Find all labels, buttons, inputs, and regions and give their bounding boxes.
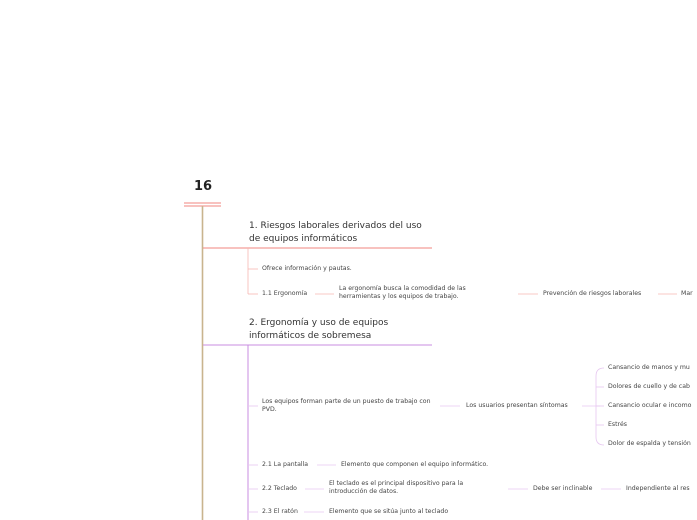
node-prevencion-riesgos[interactable]: Prevención de riesgos laborales (543, 290, 642, 297)
symptom-item[interactable]: Cansancio de manos y mu (608, 364, 690, 371)
node-teclado-description[interactable]: El teclado es el principal dispositivo para la introducción de datos. (329, 480, 464, 495)
node-ergonomia-description[interactable]: La ergonomía busca la comodidad de las herramientas y los equipos de trabajo. (339, 285, 466, 300)
branch-title-riesgos[interactable]: 1. Riesgos laborales derivados del uso de equipos informáticos (249, 221, 422, 244)
symptom-brace (596, 368, 604, 445)
node-raton-description[interactable]: Elemento que se sitúa junto al teclado (329, 508, 449, 515)
symptom-item[interactable]: Cansancio ocular e incomo (608, 402, 692, 409)
node-ergonomia[interactable]: 1.1 Ergonomía (262, 290, 308, 297)
node-independiente[interactable]: Independiente al res (626, 485, 690, 492)
symptom-item[interactable]: Dolor de espalda y tensión (608, 440, 691, 447)
node-teclado[interactable]: 2.2 Teclado (262, 485, 297, 492)
root-topic[interactable]: 16 (194, 179, 213, 194)
node-ofrece-informacion[interactable]: Ofrece información y pautas. (262, 265, 352, 272)
node-inclinable[interactable]: Debe ser inclinable (533, 485, 593, 492)
branch-title-ergonomia-sobremesa[interactable]: 2. Ergonomía y uso de equipos informáticos de sobremesa (249, 318, 389, 341)
node-pantalla-description[interactable]: Elemento que componen el equipo informático. (341, 461, 489, 468)
node-pantalla[interactable]: 2.1 La pantalla (262, 461, 309, 468)
symptom-item[interactable]: Estrés (608, 421, 627, 428)
symptom-item[interactable]: Dolores de cuello y de cab (608, 383, 690, 390)
node-equipos-puesto-pvd[interactable]: Los equipos forman parte de un puesto de trabajo con PVD. (262, 398, 431, 413)
node-mar[interactable]: Mar (681, 290, 693, 297)
node-usuarios-sintomas[interactable]: Los usuarios presentan síntomas (466, 402, 568, 409)
node-raton[interactable]: 2.3 El ratón (262, 508, 298, 515)
